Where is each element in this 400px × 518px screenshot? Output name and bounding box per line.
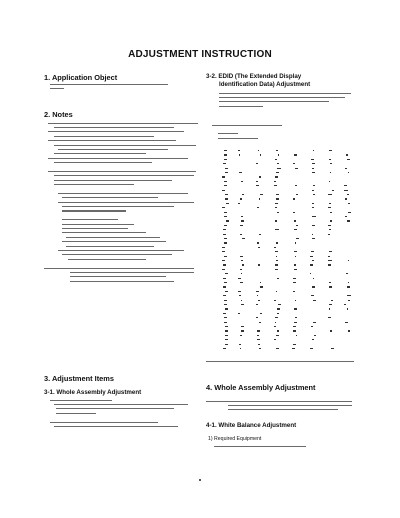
edid-table-cell (275, 317, 277, 318)
edid-table-cell (294, 220, 296, 221)
edid-table-cell (241, 326, 244, 327)
edid-table-cell (344, 185, 347, 186)
section-heading-application-object: 1. Application Object (44, 73, 118, 82)
edid-table-cell (328, 317, 331, 318)
edid-table-cell (278, 304, 281, 305)
edid-table-cell (239, 344, 241, 345)
edid-table-cell (328, 225, 331, 226)
edid-table-cell (310, 273, 311, 274)
edid-body (219, 91, 351, 109)
edid-table-cell (240, 256, 243, 257)
edid-table-cell (275, 251, 278, 252)
edid-table-cell (260, 154, 262, 155)
edid-table-cell (277, 163, 280, 164)
edid-table-cell (239, 295, 241, 296)
edid-table-cell (258, 247, 260, 248)
edid-table-cell (224, 216, 227, 217)
edid-table-cell (312, 260, 315, 261)
edid-table-cell (345, 168, 347, 169)
edid-table-cell (313, 194, 316, 195)
edid-table-cell (312, 238, 315, 239)
edid-table-cell (347, 295, 350, 296)
edid-table-cell (311, 251, 314, 252)
edid-table-cell (222, 207, 225, 208)
edid-table-cell (275, 322, 277, 323)
edid-table-cell (257, 242, 259, 243)
edid-table-cell (294, 154, 297, 155)
edid-table-cell (312, 163, 315, 164)
edid-table-cell (276, 194, 279, 195)
edid-table-cell (240, 282, 243, 283)
edid-table-cell (345, 198, 346, 199)
edid-table-cell (348, 330, 350, 331)
edid-table-cell (223, 348, 226, 349)
edid-table-cell (242, 238, 245, 239)
edid-table-cell (274, 339, 276, 340)
edid-table-cell (260, 286, 263, 287)
edid-table-cell (258, 300, 260, 301)
edid-table-cell (313, 322, 316, 323)
edid-table-cell (224, 225, 227, 226)
edid-table-cell (258, 150, 259, 151)
edid-table-cell (293, 330, 296, 331)
edid-table-cell (225, 335, 228, 336)
required-equipment-body (214, 444, 306, 448)
edid-table-cell (225, 330, 228, 331)
edid-table-cell (276, 256, 278, 257)
edid-table-cell (347, 220, 350, 221)
edid-table-cell (312, 234, 313, 235)
edid-table-cell (241, 181, 243, 182)
edid-table-cell (314, 335, 316, 336)
edid-table-cell (240, 225, 242, 226)
edid-table-cell (259, 176, 262, 177)
edid-table-cell (226, 220, 229, 221)
edid-table-cell (313, 278, 314, 279)
edid-table-cell (276, 335, 279, 336)
edid-table-cell (260, 194, 263, 195)
edid-table-cell (258, 344, 260, 345)
edid-table-cell (276, 198, 279, 199)
edid-table-cell (224, 181, 227, 182)
edid-table-cell (223, 229, 226, 230)
edid-table-cell (293, 163, 295, 164)
edid-table-cell (344, 304, 346, 305)
edid-table-cell (312, 203, 314, 204)
edid-table-cell (223, 295, 226, 296)
edid-data-table (222, 150, 352, 355)
edid-table-cell (275, 207, 276, 208)
edid-table-cell (274, 247, 276, 248)
edid-table-cell (294, 229, 296, 230)
edid-table-cell (275, 229, 278, 230)
edid-table-cell (241, 330, 244, 331)
edid-table-cell (293, 282, 296, 283)
edid-table-cell (330, 172, 332, 173)
edid-table-cell (296, 194, 298, 195)
edid-table-cell (224, 282, 227, 283)
edid-table-cell (239, 154, 240, 155)
edid-table-cell (274, 300, 276, 301)
edid-table-cell (241, 304, 244, 305)
subsection-heading-white-balance: 4-1. White Balance Adjustment (206, 422, 297, 429)
edid-table-cell (295, 300, 297, 301)
edid-table-cell (295, 168, 298, 169)
edid-table-cell (240, 234, 242, 235)
edid-table-cell (274, 185, 277, 186)
edid-table-cell (224, 322, 227, 323)
edid-table-cell (256, 185, 258, 186)
edid-table-cell (277, 278, 280, 279)
edid-table-cell (348, 260, 350, 261)
edid-table-cell (225, 168, 228, 169)
edid-table-cell (260, 282, 262, 283)
edid-table-cell (241, 260, 243, 261)
edid-table-cell (311, 159, 314, 160)
section-heading-edid-cont: Identification Data) Adjustment (219, 81, 311, 88)
edid-table-cell (257, 207, 259, 208)
edid-table-cell (238, 313, 240, 314)
edid-table-cell (295, 242, 296, 243)
edid-table-cell (259, 234, 261, 235)
section-heading-whole-assembly-4: 4. Whole Assembly Adjustment (206, 383, 316, 392)
notes-body (48, 121, 198, 283)
page-footer-mark (199, 479, 201, 481)
edid-table-cell (275, 176, 278, 177)
edid-table-cell (329, 150, 332, 151)
edid-table-cell (329, 229, 331, 230)
edid-table-cell (222, 269, 225, 270)
edid-table-cell (313, 185, 316, 186)
edid-table-cell (313, 300, 316, 301)
section-heading-edid: 3-2. EDID (The Extended Display (206, 73, 302, 80)
edid-table-cell (328, 234, 329, 235)
edid-table-cell (225, 172, 228, 173)
edid-table-cell (310, 256, 312, 257)
whole-assembly-4-body (206, 399, 352, 412)
edid-table-cell (225, 326, 228, 327)
edid-table-cell (293, 326, 296, 327)
page-title: ADJUSTMENT INSTRUCTION (128, 49, 272, 60)
edid-table-cell (293, 278, 296, 279)
edid-table-cell (331, 348, 334, 349)
subsection-heading-required-equipment: 1) Required Equipment (208, 436, 262, 442)
edid-table-cell (256, 304, 257, 305)
edid-table-cell (312, 207, 314, 208)
edid-table-cell (224, 300, 227, 301)
edid-table-cell (346, 154, 348, 155)
edid-table-cell (257, 335, 259, 336)
edid-table-cell (242, 194, 245, 195)
edid-table-cell (329, 203, 331, 204)
edid-table-cell (275, 159, 277, 160)
edid-table-cell (310, 348, 313, 349)
edid-table-cell (276, 260, 278, 261)
edid-table-cell (312, 168, 313, 169)
edid-table-cell (224, 159, 227, 160)
edid-table-cell (258, 264, 260, 265)
edid-table-cell (224, 256, 227, 257)
edid-table-cell (329, 181, 331, 182)
edid-table-cell (256, 181, 258, 182)
edid-table-cell (329, 304, 332, 305)
edid-table-cell (310, 264, 312, 265)
edid-table-cell (294, 308, 297, 309)
edid-table-cell (241, 273, 242, 274)
edid-table-cell (277, 168, 280, 169)
edid-table-cell (295, 256, 297, 257)
edid-table-cell (293, 344, 296, 345)
edid-table-cell (276, 150, 278, 151)
edid-table-cell (225, 308, 228, 309)
edid-table-cell (330, 212, 332, 213)
edid-table-cell (222, 247, 225, 248)
edid-table-cell (347, 194, 349, 195)
edid-table-cell (238, 291, 241, 292)
edid-table-cell (312, 286, 315, 287)
edid-table-cell (293, 291, 295, 292)
edid-table-cell (275, 264, 278, 265)
edid-table-cell (312, 172, 315, 173)
edid-table-cell (311, 295, 313, 296)
edid-table-cell (256, 163, 257, 164)
edid-table-cell (222, 176, 225, 177)
edid-table-cell (224, 304, 227, 305)
edid-table-cell (225, 339, 228, 340)
subsection-heading-whole-assembly-3-1: 3-1. Whole Assembly Adjustment (44, 389, 142, 396)
edid-table-cell (275, 269, 278, 270)
edid-steps (212, 123, 282, 141)
edid-table-cell (224, 242, 227, 243)
edid-table-cell (241, 300, 243, 301)
section-heading-adjustment-items: 3. Adjustment Items (44, 374, 114, 383)
edid-table-cell (259, 348, 261, 349)
edid-table-cell (312, 339, 314, 340)
edid-table-cell (259, 198, 260, 199)
edid-table-cell (344, 190, 347, 191)
edid-table-cell (275, 203, 278, 204)
edid-table-cell (295, 185, 297, 186)
edid-table-cell (224, 154, 227, 155)
edid-table-cell (242, 264, 245, 265)
edid-table-cell (328, 256, 330, 257)
section-heading-notes: 2. Notes (44, 110, 73, 119)
edid-table-cell (328, 264, 330, 265)
edid-table-cell (347, 286, 350, 287)
edid-table-cell (257, 339, 260, 340)
edid-table-cell (224, 212, 227, 213)
edid-table-cell (223, 278, 226, 279)
edid-table-cell (313, 150, 314, 151)
edid-table-cell (276, 172, 278, 173)
whole-assembly-3-1-body (50, 398, 188, 429)
edid-table-cell (225, 198, 228, 199)
edid-table-cell (346, 273, 348, 274)
edid-table-cell (222, 251, 225, 252)
edid-table-cell (225, 273, 228, 274)
edid-table-cell (223, 234, 226, 235)
edid-table-cell (241, 220, 244, 221)
edid-table-cell (257, 330, 260, 331)
edid-table-cell (329, 286, 332, 287)
edid-table-cell (312, 216, 315, 217)
edid-table-cell (240, 269, 242, 270)
edid-footnote (206, 359, 354, 363)
edid-table-cell (256, 317, 258, 318)
edid-table-cell (274, 181, 276, 182)
edid-table-cell (277, 212, 278, 213)
edid-table-cell (276, 291, 278, 292)
edid-table-cell (222, 190, 225, 191)
edid-table-cell (256, 291, 258, 292)
edid-table-cell (312, 190, 314, 191)
edid-table-cell (329, 282, 331, 283)
edid-table-cell (223, 286, 226, 287)
edid-table-cell (294, 251, 297, 252)
edid-table-cell (293, 212, 295, 213)
edid-table-cell (345, 216, 347, 217)
edid-table-cell (296, 335, 297, 336)
edid-table-cell (277, 313, 279, 314)
edid-table-cell (347, 159, 350, 160)
edid-table-cell (260, 313, 262, 314)
edid-table-cell (222, 260, 225, 261)
edid-table-cell (328, 194, 331, 195)
edid-table-cell (329, 251, 332, 252)
edid-table-cell (296, 238, 299, 239)
edid-table-cell (348, 172, 350, 173)
edid-table-cell (332, 190, 334, 191)
edid-table-cell (278, 154, 280, 155)
edid-table-cell (225, 194, 228, 195)
edid-table-cell (348, 282, 349, 283)
edid-table-cell (240, 198, 242, 199)
application-object-body (50, 82, 168, 91)
edid-table-cell (348, 203, 350, 204)
edid-table-cell (238, 278, 240, 279)
edid-table-cell (347, 308, 348, 309)
edid-table-cell (345, 322, 348, 323)
edid-table-cell (224, 185, 227, 186)
edid-table-cell (223, 264, 226, 265)
edid-table-cell (223, 163, 226, 164)
edid-table-cell (257, 295, 258, 296)
edid-table-cell (329, 308, 331, 309)
edid-table-cell (296, 225, 299, 226)
edid-table-cell (238, 203, 240, 204)
edid-table-cell (311, 326, 313, 327)
edid-table-cell (224, 150, 227, 151)
edid-table-cell (294, 269, 297, 270)
edid-table-cell (226, 203, 229, 204)
edid-table-cell (294, 264, 296, 265)
edid-table-cell (328, 260, 331, 261)
edid-table-cell (277, 308, 280, 309)
edid-table-cell (276, 348, 279, 349)
edid-table-cell (295, 317, 297, 318)
edid-table-cell (329, 159, 332, 160)
edid-table-cell (348, 212, 351, 213)
edid-table-cell (274, 326, 276, 327)
edid-table-cell (224, 317, 227, 318)
edid-table-cell (330, 330, 331, 331)
edid-table-cell (277, 330, 279, 331)
edid-table-cell (240, 335, 242, 336)
edid-table-cell (292, 348, 295, 349)
edid-table-cell (293, 198, 296, 199)
edid-table-cell (348, 300, 351, 301)
edid-table-cell (312, 225, 315, 226)
edid-table-cell (225, 344, 228, 345)
edid-table-cell (276, 242, 278, 243)
edid-table-cell (331, 300, 333, 301)
edid-table-cell (240, 348, 242, 349)
edid-table-cell (294, 322, 297, 323)
edid-table-cell (225, 291, 228, 292)
edid-table-cell (330, 220, 332, 221)
edid-table-cell (275, 220, 278, 221)
edid-table-cell (259, 322, 261, 323)
edid-table-cell (241, 216, 243, 217)
edid-table-cell (223, 313, 226, 314)
edid-table-cell (330, 163, 332, 164)
edid-table-cell (224, 238, 227, 239)
edid-table-cell (239, 172, 242, 173)
edid-table-cell (238, 150, 240, 151)
edid-table-cell (328, 207, 330, 208)
